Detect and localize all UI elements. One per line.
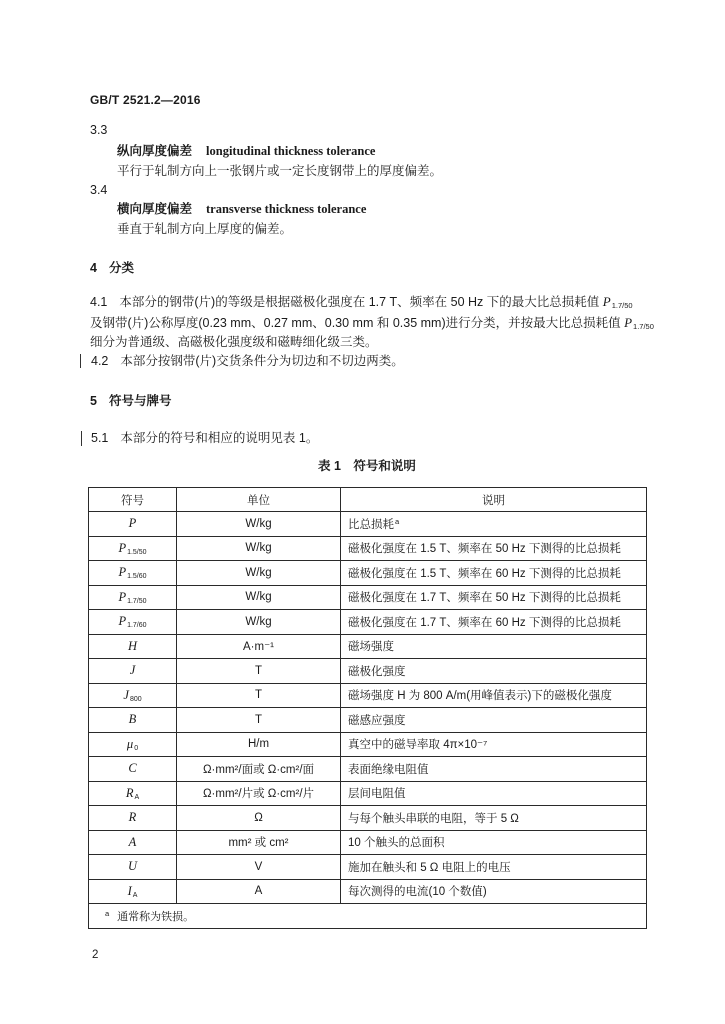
symbol-cell <box>89 830 177 855</box>
symbol-cell <box>89 561 177 586</box>
description-text: 磁极化强度在 1.5 T、频率在 60 Hz 下测得的比总损耗 <box>348 567 621 580</box>
symbol-base: J <box>129 663 136 678</box>
description-text: 真空中的磁导率取 4π×10⁻⁷ <box>348 739 488 752</box>
symbol-cell <box>89 757 177 782</box>
symbol-base: P <box>118 540 127 555</box>
description-text: 磁场强度 H 为 800 A/m(用峰值表示)下的磁极化强度 <box>348 690 612 703</box>
section-title: 符号与牌号 <box>108 394 172 408</box>
clause-number: 4.1 <box>90 295 108 309</box>
description-text: 磁感应强度 <box>348 714 406 727</box>
description-cell <box>341 634 647 659</box>
description-cell <box>341 855 647 880</box>
table-caption: 表 1 符号和说明 <box>318 459 416 473</box>
symbol-base: P <box>118 589 127 604</box>
symbol-subscript: 0 <box>134 744 139 752</box>
description-cell <box>341 757 647 782</box>
description-cell <box>341 659 647 684</box>
symbol-cell <box>89 806 177 831</box>
symbol-base: R <box>125 785 134 800</box>
table-row <box>89 512 647 537</box>
table-row <box>89 536 647 561</box>
loss-symbol: $P_{1.7/50}$ <box>602 294 633 310</box>
clause-text: 本部分按钢带(片)交货条件分为切边和不切边两类。 <box>120 354 404 368</box>
term-number: 3.4 <box>90 183 108 197</box>
term-definition: 垂直于轧制方向上厚度的偏差。 <box>117 222 293 236</box>
clause-text: 本部分的符号和相应的说明见表 1。 <box>120 431 319 445</box>
clause-number: 5.1 <box>91 431 109 445</box>
table-row <box>89 634 647 659</box>
symbol-subscript: 1.7/50 <box>127 597 147 605</box>
description-cell <box>341 830 647 855</box>
description-cell <box>341 536 647 561</box>
table-row <box>89 659 647 684</box>
unit-cell: T <box>177 659 341 684</box>
term-heading <box>117 143 375 159</box>
column-header-unit: 单位 <box>177 488 341 512</box>
symbol-cell <box>89 781 177 806</box>
clause-line <box>90 315 654 335</box>
footnote-text: 通常称为铁损。 <box>117 911 195 923</box>
unit-cell: W/kg <box>177 561 341 586</box>
table-row <box>89 879 647 904</box>
unit-cell: Ω·mm²/面或 Ω·cm²/面 <box>177 757 341 782</box>
footnote-mark: a <box>105 909 110 918</box>
description-cell <box>341 879 647 904</box>
symbol-subscript: A <box>132 891 138 899</box>
table-row <box>89 757 647 782</box>
description-text: 磁极化强度在 1.7 T、频率在 60 Hz 下测得的比总损耗 <box>348 616 621 629</box>
column-header-description: 说明 <box>341 488 647 512</box>
description-cell <box>341 683 647 708</box>
description-text: 磁场强度 <box>348 641 394 654</box>
term-zh: 纵向厚度偏差 <box>117 144 193 158</box>
description-text: 表面绝缘电阻值 <box>348 763 429 776</box>
description-cell <box>341 561 647 586</box>
symbol-cell <box>89 732 177 757</box>
table-row <box>89 855 647 880</box>
unit-cell: A <box>177 879 341 904</box>
unit-cell: A·m⁻¹ <box>177 634 341 659</box>
symbol-base: A <box>128 834 137 849</box>
clause-line <box>91 353 404 369</box>
clause-number: 4.2 <box>91 354 109 368</box>
description-cell <box>341 732 647 757</box>
symbol-cell <box>89 585 177 610</box>
symbol-subscript: 1.5/50 <box>127 548 147 556</box>
symbol-cell <box>89 659 177 684</box>
symbol-base: P <box>118 614 127 629</box>
unit-cell: H/m <box>177 732 341 757</box>
symbol-cell <box>89 610 177 635</box>
change-bar <box>80 354 81 368</box>
symbol-base: μ <box>126 736 134 751</box>
description-text: 10 个触头的总面积 <box>348 837 445 850</box>
section-title: 分类 <box>108 261 134 275</box>
section-number: 4 <box>90 261 97 275</box>
unit-cell: V <box>177 855 341 880</box>
table-row <box>89 610 647 635</box>
description-text: 磁极化强度在 1.7 T、频率在 50 Hz 下测得的比总损耗 <box>348 592 621 605</box>
description-cell <box>341 585 647 610</box>
unit-cell: Ω·mm²/片或 Ω·cm²/片 <box>177 781 341 806</box>
term-en: transverse thickness tolerance <box>206 202 367 216</box>
section-number: 5 <box>90 394 97 408</box>
symbol-subscript: 1.7/60 <box>127 622 147 630</box>
unit-cell: W/kg <box>177 610 341 635</box>
clause-line: 细分为普通级、高磁极化强度级和磁畴细化级三类。 <box>90 335 378 349</box>
symbol-cell <box>89 536 177 561</box>
column-header-symbol: 符号 <box>89 488 177 512</box>
unit-cell: W/kg <box>177 512 341 537</box>
description-cell <box>341 781 647 806</box>
description-text: 磁极化强度在 1.5 T、频率在 50 Hz 下测得的比总损耗 <box>348 543 621 556</box>
table-row <box>89 781 647 806</box>
clause-text: 本部分的钢带(片)的等级是根据磁极化强度在 1.7 T、频率在 50 Hz 下的最大比总损耗值 <box>119 295 600 309</box>
table-footnote <box>89 904 647 929</box>
term-zh: 横向厚度偏差 <box>117 202 193 216</box>
unit-cell: T <box>177 708 341 733</box>
symbol-base: R <box>128 810 137 825</box>
footnote-reference: a <box>395 516 400 526</box>
description-cell <box>341 708 647 733</box>
symbol-subscript: 1.5/60 <box>127 573 147 581</box>
description-cell <box>341 512 647 537</box>
table-row <box>89 806 647 831</box>
page-number: 2 <box>92 949 99 961</box>
description-text: 与每个触头串联的电阻，等于 5 Ω <box>348 812 519 825</box>
description-cell <box>341 610 647 635</box>
description-text: 层间电阻值 <box>348 788 406 801</box>
clause-line <box>90 294 633 314</box>
term-heading <box>117 201 366 217</box>
table-row <box>89 732 647 757</box>
table-row <box>89 561 647 586</box>
symbol-cell <box>89 879 177 904</box>
unit-cell: Ω <box>177 806 341 831</box>
symbol-base: U <box>127 859 138 874</box>
unit-cell: mm² 或 cm² <box>177 830 341 855</box>
table-row <box>89 585 647 610</box>
loss-symbol: $P_{1.7/50}$ <box>624 315 654 331</box>
description-text: 磁极化强度 <box>348 665 406 678</box>
symbol-subscript: A <box>134 793 140 801</box>
table-footnote-row <box>89 904 647 929</box>
clause-line <box>91 430 318 446</box>
term-number: 3.3 <box>90 123 108 137</box>
description-text: 施加在触头和 5 Ω 电阻上的电压 <box>348 861 511 874</box>
symbol-cell <box>89 634 177 659</box>
description-cell <box>341 806 647 831</box>
symbol-subscript: 800 <box>129 695 142 703</box>
clause-text: 及钢带(片)公称厚度(0.23 mm、0.27 mm、0.30 mm 和 0.35 mm)进行分类，并按最大比总损耗值 <box>90 316 621 330</box>
symbol-cell <box>89 512 177 537</box>
table-row <box>89 708 647 733</box>
symbol-base: P <box>128 516 137 531</box>
unit-cell: W/kg <box>177 585 341 610</box>
table-row <box>89 683 647 708</box>
description-text: 每次测得的电流(10 个数值) <box>348 886 487 899</box>
symbol-base: C <box>128 761 137 776</box>
change-bar <box>81 431 82 446</box>
symbol-base: J <box>123 687 129 702</box>
standard-code: GB/T 2521.2—2016 <box>90 93 201 107</box>
symbol-cell <box>89 855 177 880</box>
symbol-cell <box>89 708 177 733</box>
symbol-base: P <box>118 565 127 580</box>
unit-cell: W/kg <box>177 536 341 561</box>
table-header-row <box>89 488 647 512</box>
term-en: longitudinal thickness tolerance <box>206 144 376 158</box>
table-row <box>89 830 647 855</box>
term-definition: 平行于轧制方向上一张钢片或一定长度钢带上的厚度偏差。 <box>117 164 443 178</box>
symbol-base: B <box>128 712 137 727</box>
table-body <box>89 512 647 904</box>
unit-cell: T <box>177 683 341 708</box>
description-text: 比总损耗 <box>348 518 394 531</box>
section-heading <box>90 393 171 409</box>
symbol-cell <box>89 683 177 708</box>
symbol-base: I <box>127 883 132 898</box>
symbol-base: H <box>127 638 138 653</box>
section-heading <box>90 260 134 276</box>
symbols-table <box>88 487 647 929</box>
